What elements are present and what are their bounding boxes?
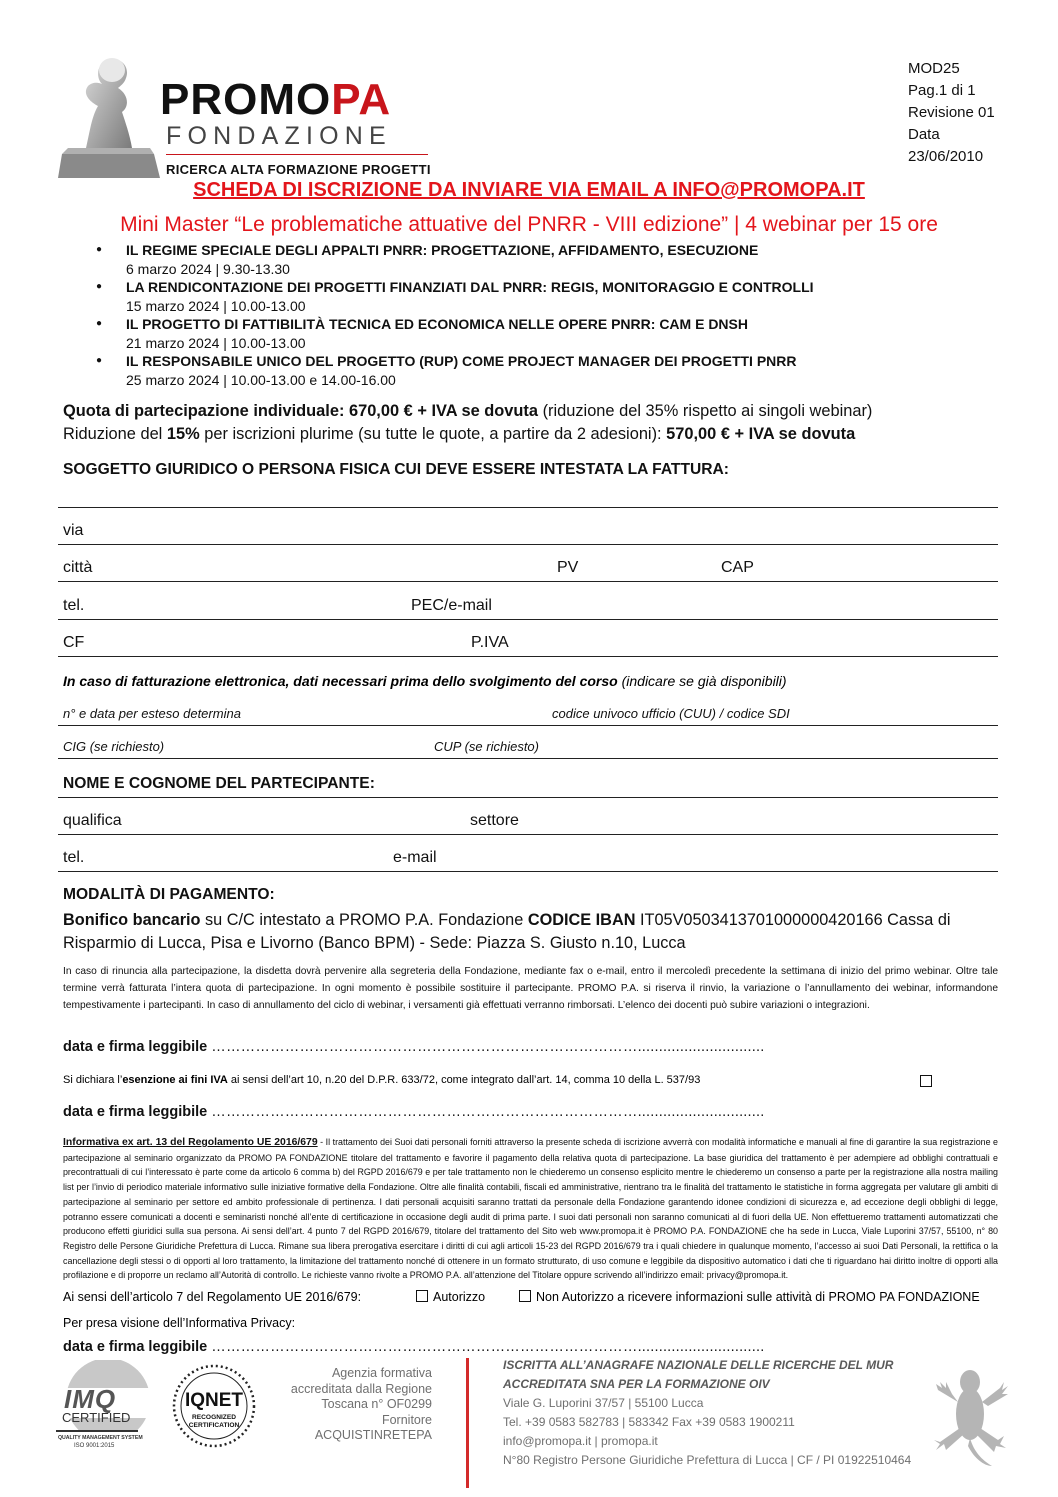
fee-note: (riduzione del 35% rispetto ai singoli webinar)	[538, 402, 873, 420]
email-web[interactable]: info@promopa.it | promopa.it	[503, 1434, 658, 1448]
imq-small: QUALITY MANAGEMENT SYSTEM	[58, 1435, 143, 1441]
signature-line-1[interactable]	[63, 1039, 764, 1055]
signature-dots: ……………………………………………………………………………..............................	[211, 1104, 765, 1120]
participant-tel-label: tel.	[63, 849, 85, 866]
date-value: 23/06/2010	[908, 148, 984, 165]
webinar-title: ● LA RENDICONTAZIONE DEI PROGETTI FINANZIATI DAL PNRR: REGIS, MONITORAGGIO E CONTROLLI	[126, 279, 814, 295]
cancellation-policy: In caso di rinuncia alla partecipazione, la disdetta dovrà pervenire alla segreteria della Fondazione, mediante fax o e-mail, entro il mercoledì precedente la settimana di inizio del primo webinar. Oltre tale termine verrà fatturata l’intera quota di partecipazione. In ogni momento è possibile sostituire il partecipante. PROMO P.A. si riserva il rinvio, la variazione o l’annullamento dei webinar, informandone tempestivamente i partecipanti. In caso di annullamento del ciclo di webinar, i versamenti già effettuati verranno rimborsati. L’elenco dei docenti può subire variazioni o integrazioni.	[63, 966, 998, 1011]
einvoice-note	[63, 673, 787, 689]
autorizzo-label: Autorizzo	[433, 1290, 486, 1304]
footer-divider	[466, 1358, 469, 1488]
einvoice-bold: In caso di fatturazione elettronica, dati necessari prima dello svolgimento del corso	[63, 673, 618, 689]
discount-price: 570,00 € + IVA se dovuta	[666, 425, 856, 443]
consent-label: Ai sensi dell’articolo 7 del Regolamento UE 2016/679:	[63, 1290, 362, 1304]
citta-label: città	[63, 559, 93, 576]
privacy-notice	[63, 1135, 998, 1283]
phone: Tel. +39 0583 582783 | 583342 Fax +39 0583 1900211	[503, 1415, 795, 1429]
signature-label: data e firma leggibile	[63, 1104, 208, 1120]
form-title: SCHEDA DI ISCRIZIONE DA INVIARE VIA EMAIL A INFO@PROMOPA.IT	[193, 179, 865, 201]
citta-field[interactable]	[58, 581, 998, 582]
checkbox-icon	[519, 1290, 531, 1302]
address: Viale G. Luporini 37/57 | 55100 Lucca	[503, 1396, 704, 1410]
participant-tel-field[interactable]	[58, 871, 998, 872]
agency-line: accreditata dalla Regione	[290, 1381, 432, 1396]
gecko-icon	[930, 1356, 1010, 1476]
participant-heading: NOME E COGNOME DEL PARTECIPANTE:	[63, 775, 375, 792]
signature-dots: ……………………………………………………………………………..............................	[211, 1339, 765, 1355]
fee-main: Quota di partecipazione individuale: 670,00 € + IVA se dovuta	[63, 402, 539, 420]
divider	[58, 507, 998, 508]
webinar-date: 6 marzo 2024 | 9.30-13.30	[126, 260, 290, 277]
tel-label: tel.	[63, 597, 85, 614]
participant-email-label: e-mail	[393, 849, 437, 866]
logo-tagline: RICERCA ALTA FORMAZIONE PROGETTI	[166, 162, 431, 177]
list-item	[96, 352, 996, 389]
imq-iso: ISO 9001:2015	[74, 1443, 115, 1449]
imq-text: IMQ	[64, 1384, 117, 1414]
payment-method: Bonifico bancario	[63, 911, 201, 929]
iva-text: Si dichiara l’	[63, 1074, 123, 1086]
page-number: Pag.1 di 1	[908, 82, 976, 99]
checkbox-icon	[416, 1290, 428, 1302]
presa-visione: Per presa visione dell’Informativa Privacy:	[63, 1316, 296, 1330]
registry-line-2: ACCREDITATA SNA PER LA FORMAZIONE OIV	[503, 1377, 770, 1391]
cup-label: CUP (se richiesto)	[434, 739, 539, 754]
autorizzo-option[interactable]	[416, 1290, 485, 1304]
determina-label: n° e data per esteso determina	[63, 706, 241, 721]
imq-logo	[52, 1360, 164, 1488]
webinar-title: ● IL REGIME SPECIALE DEGLI APPALTI PNRR: PROGETTAZIONE, AFFIDAMENTO, ESECUZIONE	[126, 242, 759, 258]
logo-fondazione: FONDAZIONE	[166, 122, 392, 150]
settore-label: settore	[470, 812, 519, 829]
payment-heading: MODALITÀ DI PAGAMENTO:	[63, 886, 275, 903]
webinar-title: ● IL PROGETTO DI FATTIBILITÀ TECNICA ED ECONOMICA NELLE OPERE PNRR: CAM E DNSH	[126, 316, 748, 332]
cf-field[interactable]	[58, 656, 998, 657]
logo-chess-figure-icon	[52, 50, 164, 180]
webinar-date: 21 marzo 2024 | 10.00-13.00	[126, 334, 306, 351]
agency-line: ACQUISTINRETEPA	[314, 1428, 432, 1442]
non-autorizzo-label: Non Autorizzo a ricevere informazioni sulle attività di PROMO PA FONDAZIONE	[536, 1290, 980, 1304]
determina-field[interactable]	[58, 725, 998, 726]
pv-label: PV	[557, 559, 579, 576]
document-meta	[908, 58, 995, 168]
webinar-date: 15 marzo 2024 | 10.00-13.00	[126, 297, 306, 314]
agency-line: Agenzia formativa	[331, 1366, 432, 1380]
signature-line-2[interactable]	[63, 1104, 764, 1120]
list-item	[96, 278, 996, 315]
iva-text-2: ai sensi dell’art 10, n.20 del D.P.R. 633/72, come integrato dall’art. 14, comma 10 della L. 537/93	[227, 1074, 701, 1086]
signature-label: data e firma leggibile	[63, 1339, 208, 1355]
non-autorizzo-option[interactable]	[519, 1290, 980, 1304]
cig-label: CIG (se richiesto)	[63, 739, 165, 754]
discount-text: Riduzione del	[63, 425, 167, 443]
payment-text: su C/C intestato a PROMO P.A. Fondazione	[200, 911, 528, 929]
iqnet-sub1: RECOGNIZED	[192, 1414, 236, 1421]
date-label: Data	[908, 126, 940, 143]
signature-label: data e firma leggibile	[63, 1039, 208, 1055]
einvoice-rest: (indicare se già disponibili)	[617, 673, 787, 689]
iva-checkbox[interactable]	[920, 1073, 937, 1091]
iban-label: CODICE IBAN	[527, 911, 636, 929]
fee-info	[63, 400, 1013, 446]
mod-code: MOD25	[908, 60, 960, 77]
iqnet-sub2: CERTIFICATION	[188, 1422, 240, 1429]
agency-line: Toscana n° OF0299	[321, 1397, 432, 1411]
iva-bold: esenzione ai fini IVA	[122, 1074, 228, 1086]
cap-label: CAP	[721, 559, 754, 576]
imq-certified: CERTIFIED	[62, 1410, 131, 1425]
checkbox-icon	[920, 1075, 932, 1087]
registro: N°80 Registro Persone Giuridiche Prefettura di Lucca | CF / PI 01922510464	[503, 1453, 912, 1467]
webinar-date: 25 marzo 2024 | 10.00-13.00 e 14.00-16.00	[126, 371, 396, 388]
webinar-list	[96, 241, 996, 389]
iban-value: IT05V0503413701000000420166 Cassa di Risparmio di Lucca, Pisa e Livorno (Banco BPM) - Sede: Piazza S. Giusto n.10, Lucca	[63, 911, 951, 952]
via-label: via	[63, 522, 84, 539]
signature-dots: ……………………………………………………………………………..............................	[211, 1039, 765, 1055]
iqnet-logo	[168, 1360, 260, 1452]
course-subtitle: Mini Master “Le problematiche attuative del PNRR - VIII edizione” | 4 webinar per 15 ore	[120, 213, 938, 236]
pec-label: PEC/e-mail	[411, 597, 492, 614]
signature-line-3[interactable]	[63, 1339, 764, 1355]
participant-name-field[interactable]	[58, 797, 998, 798]
webinar-title: ● IL RESPONSABILE UNICO DEL PROGETTO (RUP) COME PROJECT MANAGER DEI PROGETTI PNRR	[126, 353, 797, 369]
registry-line-1: ISCRITTA ALL’ANAGRAFE NAZIONALE DELLE RICERCHE DEL MUR	[503, 1358, 894, 1372]
tel-field[interactable]	[58, 619, 998, 620]
privacy-body: - Il trattamento dei Suoi dati personali forniti attraverso la presente scheda di iscrizione avverrà con modalità informatiche e manuali al fine di garantire la sua registrazione e partecipazione al seminario organizzato da PROMO PA FONDAZIONE titolare del trattamento e favorire il pagamento della relativa quota di partecipazione. La base giuridica del trattamento è per adempiere ad obblighi contrattuali e precontrattuali di cui l’interessato è parte come da articolo 6 comma b) del RGPD 2016/679 e per tale trattamento non le chiederemo un consenso esplicito mentre le chiederemo un consenso a parte per la registrazione alla nostra mailing list per l’invio di periodico materiale informativo sulle iniziative formative della Fondazione. Oltre alle finalità contabili, fiscali ed amministrative, rientrano tra le finalità del trattamento le statistiche in forma aggregata per valutare gli ambiti di partecipazione al seminario per settore ed ambito professionale di pertinenza. I dati personali acquisiti saranno trattati da personale della Fondazione garantendo idonee condizioni di sicurezza e, ad eccezione degli obblighi di legge, potranno essere comunicati a docenti e seminaristi nonché all’ente di certificazione in occasione degli audit di prima parte. I suoi dati personali non saranno comunicati al di fuori della UE. Non effettueremo trattamenti automatizzati che producono effetti giuridici sulla sua persona. Ai sensi dell’art. 4 punto 7 del RGPD 2016/679, titolare del trattamento del Sito web www.promopa.it è PROMO P.A. FONDAZIONE che ha sede in Lucca, Viale Luporini 37/57, 55100, n° 80 Registro delle Persone Giuridiche Prefettura di Lucca. Rimane sua libera prerogativa esercitare i diritti di cui agli articoli 15-23 del RGPD 2016/679 tra i quali chiedere in qualunque momento, l’accesso ai suoi Dati Personali, la rettifica o la cancellazione degli stessi o di opporti al loro trattamento, la limitazione del trattamento nonché di ottenere in un formato strutturato, di uso comune e leggibile da dispositivo automatico i dati che ti riguardano hai diritto inoltre di opporti alla profilazione e di proporre un reclamo all’Autorità di controllo. Le richieste vanno rivolte a PROMO P.A. all’attenzione del Titolare oppure scrivendo all’indirizzo email: privacy@promopa.it.	[63, 1137, 998, 1281]
revision: Revisione 01	[908, 104, 995, 121]
billing-heading: SOGGETTO GIURIDICO O PERSONA FISICA CUI DEVE ESSERE INTESTATA LA FATTURA:	[63, 461, 729, 478]
agency-line: Fornitore	[381, 1412, 432, 1427]
agency-info	[290, 1366, 432, 1444]
cuu-label: codice univoco ufficio (CUU) / codice SDI	[552, 706, 790, 721]
privacy-title: Informativa ex art. 13 del Regolamento UE 2016/679	[63, 1137, 318, 1148]
piva-label: P.IVA	[471, 634, 509, 651]
list-item	[96, 315, 996, 352]
iva-exemption	[63, 1074, 700, 1086]
discount-text-2: per iscrizioni plurime (su tutte le quote, a partire da 2 adesioni):	[199, 425, 667, 443]
discount-percent: 15%	[166, 425, 200, 443]
cig-field[interactable]	[58, 758, 998, 759]
payment-details	[63, 909, 1023, 955]
foundation-contacts	[503, 1356, 911, 1470]
logo-divider	[166, 154, 428, 158]
qualifica-field[interactable]	[58, 834, 998, 835]
cf-label: CF	[63, 634, 85, 651]
iqnet-text: IQNET	[184, 1390, 244, 1411]
logo-wordmark: PROMOPA	[160, 75, 392, 124]
qualifica-label: qualifica	[63, 812, 122, 829]
list-item	[96, 241, 996, 278]
imq-divider	[56, 1430, 138, 1432]
via-field[interactable]	[58, 544, 998, 545]
